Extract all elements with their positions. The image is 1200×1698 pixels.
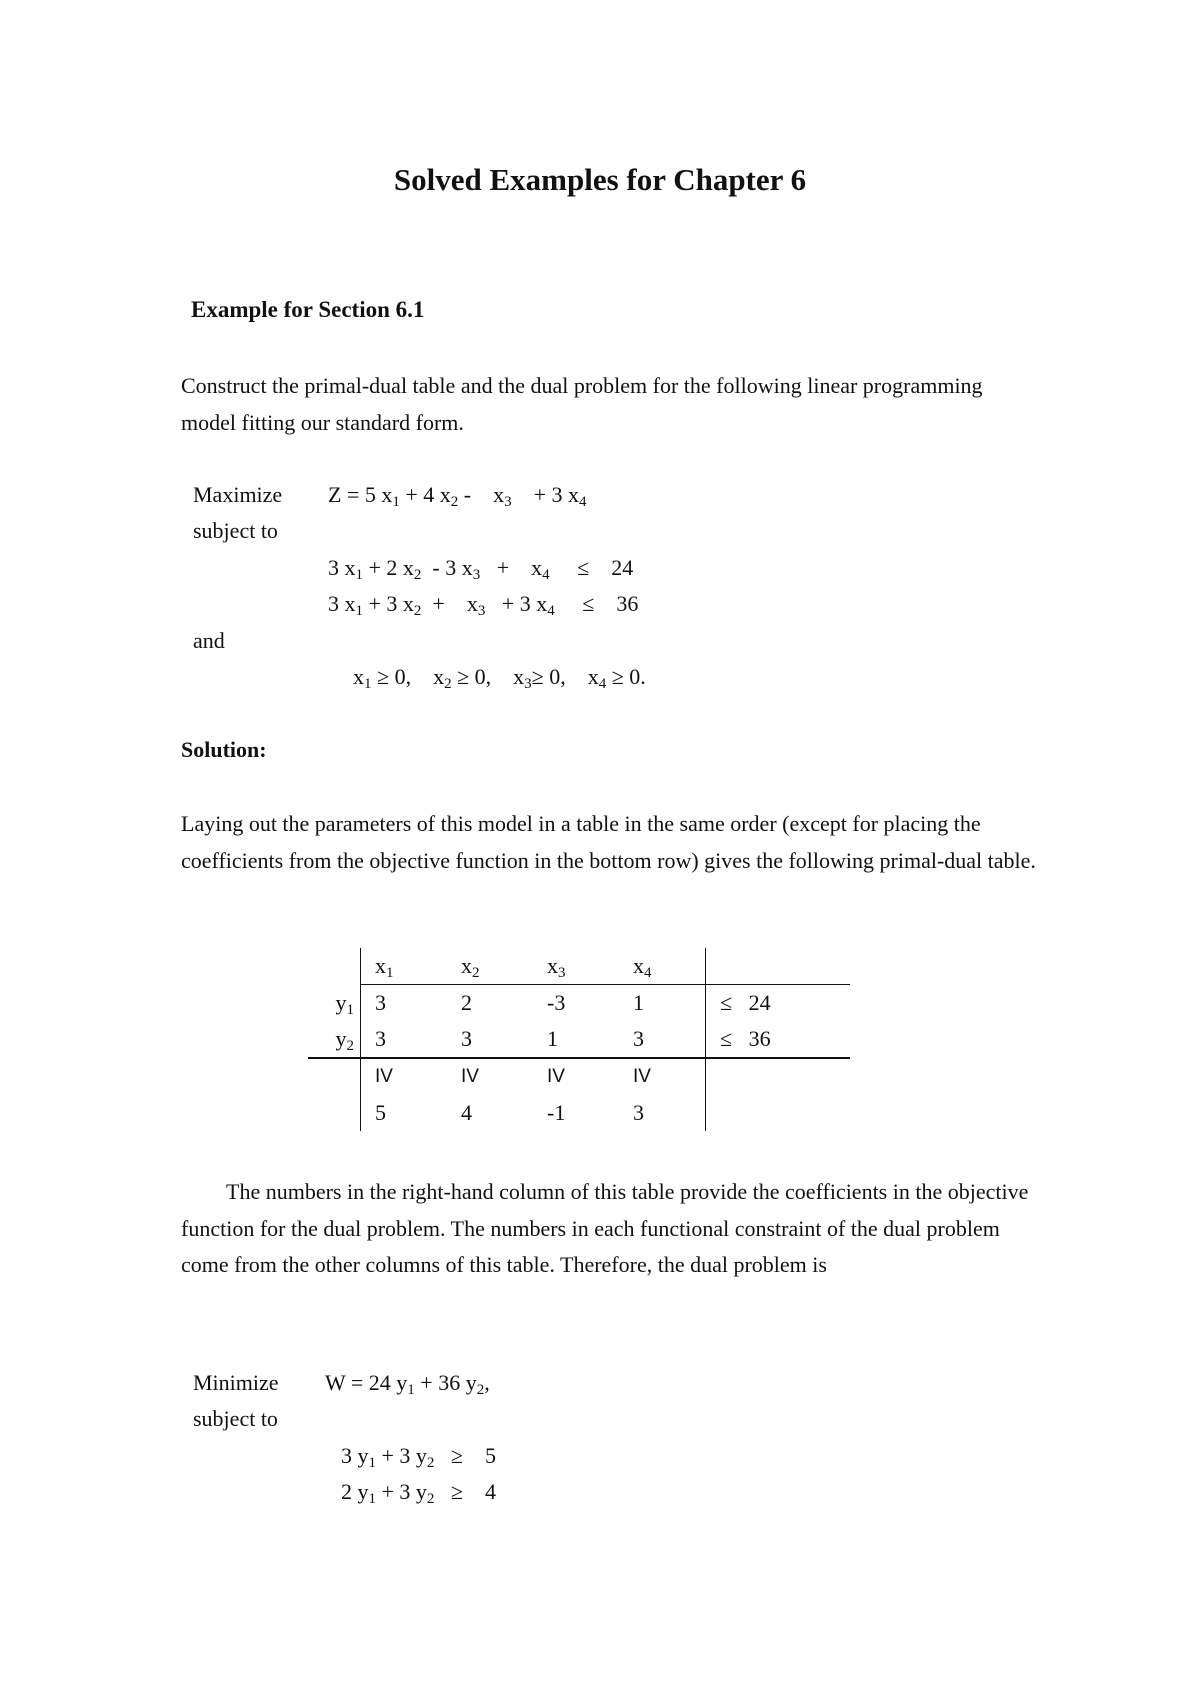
sign-cell: IV	[461, 1066, 479, 1087]
section-heading: Example for Section 6.1	[191, 297, 425, 322]
solution-paragraph: Laying out the parameters of this model in a table in the same order (except for placing the coefficients from the objective function in the bottom row) gives the following primal-dual table.	[181, 811, 1036, 873]
sign-cell: IV	[375, 1066, 393, 1087]
table-cell: 3	[447, 1021, 533, 1058]
primal-dual-table	[308, 948, 850, 1131]
subscript: 1	[368, 1491, 376, 1507]
col-header-x1: $x_1$	[361, 948, 448, 985]
table-cell: 2	[461, 990, 472, 1015]
subscript: 1	[392, 494, 400, 510]
subscript: 2	[476, 1382, 485, 1398]
subscript: 1	[386, 965, 394, 981]
row-label-y2: $y_2$	[308, 1021, 361, 1058]
subscript: 3	[472, 567, 481, 583]
sign-row	[308, 1058, 850, 1095]
subscript: 3	[504, 494, 512, 510]
rhs-cell	[706, 985, 851, 1022]
rhs-sign: ≤	[720, 1026, 733, 1051]
subscript: 3	[558, 965, 566, 981]
col-header-x2: $x_2$	[447, 948, 533, 985]
table-row	[308, 985, 850, 1022]
primal-constraint-1: 3 $x_1 + 2$ $x_2 - 3$ $x_3$ + $x_4$ ≤ 24	[328, 555, 634, 583]
rhs-value: 24	[748, 990, 771, 1015]
rhs-cell	[706, 1021, 851, 1058]
objective-cell: 5	[375, 1100, 386, 1125]
subscript: 4	[644, 965, 652, 981]
subject-to-label: subject to	[193, 518, 278, 543]
intro-paragraph: Construct the primal-dual table and the dual problem for the following linear programming model fitting our standard form.	[181, 373, 983, 435]
minimize-label: Minimize	[193, 1370, 279, 1395]
table-cell: 3	[375, 990, 386, 1015]
dual-objective: W = 24 $y_1 + 36$ $y_2$,	[325, 1370, 490, 1398]
page-title: Solved Examples for Chapter 6	[393, 162, 807, 197]
rhs-value: 36	[748, 1026, 771, 1051]
sign-cell: IV	[547, 1066, 565, 1087]
dual-constraint-1: 3 $y_1 + 3$ $y_2$ ≥ 5	[341, 1443, 496, 1471]
sign-cell: IV	[633, 1066, 651, 1087]
maximize-label: Maximize	[193, 482, 283, 507]
rhs-sign: ≤	[720, 990, 733, 1015]
table-cell: 3	[619, 1021, 706, 1058]
subscript: 3	[477, 603, 486, 619]
objective-cell: 4	[461, 1100, 472, 1125]
nonnegativity-constraints: $x_1 \ge 0$, $x_2 \ge 0$, $x_3\ge 0$, $x_4 \ge 0$.	[353, 664, 646, 692]
col-header-x3: $x_3$	[533, 948, 619, 985]
subscript: 2	[346, 1038, 354, 1054]
subscript: 1	[407, 1382, 415, 1398]
col-header-x4: $x_4$	[619, 948, 706, 985]
table-cell: 1	[633, 990, 644, 1015]
primal-constraint-2: 3 $x_1 + 3$ $x_2$ + $x_3 + 3$ $x_4$ ≤ 36	[328, 591, 639, 619]
subscript: 1	[355, 603, 363, 619]
subscript: 1	[364, 676, 372, 692]
subscript: 2	[413, 567, 422, 583]
subscript: 2	[472, 965, 480, 981]
subscript: 4	[547, 603, 555, 619]
subscript: 2	[450, 494, 459, 510]
subscript: 1	[368, 1455, 376, 1471]
subscript: 2	[426, 1455, 435, 1471]
subscript: 2	[444, 676, 452, 692]
solution-label: Solution:	[181, 737, 267, 762]
table-cell: 3	[361, 1021, 448, 1058]
subscript: 1	[355, 567, 363, 583]
objective-cell: -1	[547, 1100, 566, 1125]
table-row	[308, 1021, 850, 1058]
primal-objective: Z = 5 $x_1 + 4$ $x_2$ - $x_3$ + 3 $x_4$	[328, 482, 587, 510]
subscript: 1	[346, 1001, 354, 1018]
subscript: 2	[413, 603, 422, 619]
subscript: 4	[542, 567, 550, 583]
explanation-paragraph: The numbers in the right-hand column of this table provide the coefficients in the objective function for the dual problem. The numbers in each functional constraint of the dual problem come from the other columns of this table. Therefore, the dual problem is	[181, 1179, 1029, 1277]
and-label: and	[193, 628, 225, 653]
objective-row	[308, 1095, 850, 1131]
dual-subject-to-label: subject to	[193, 1406, 278, 1431]
subscript: 4	[598, 676, 607, 692]
objective-cell: 3	[633, 1100, 644, 1125]
table-cell: 1	[533, 1021, 619, 1058]
dual-constraint-2: 2 $y_1 + 3$ $y_2$ ≥ 4	[341, 1479, 496, 1507]
subscript: 3	[524, 676, 532, 692]
row-label-y1: $y_1$	[308, 985, 361, 1022]
subscript: 4	[579, 494, 587, 510]
table-cell: -3	[547, 990, 566, 1015]
subscript: 2	[426, 1491, 435, 1507]
